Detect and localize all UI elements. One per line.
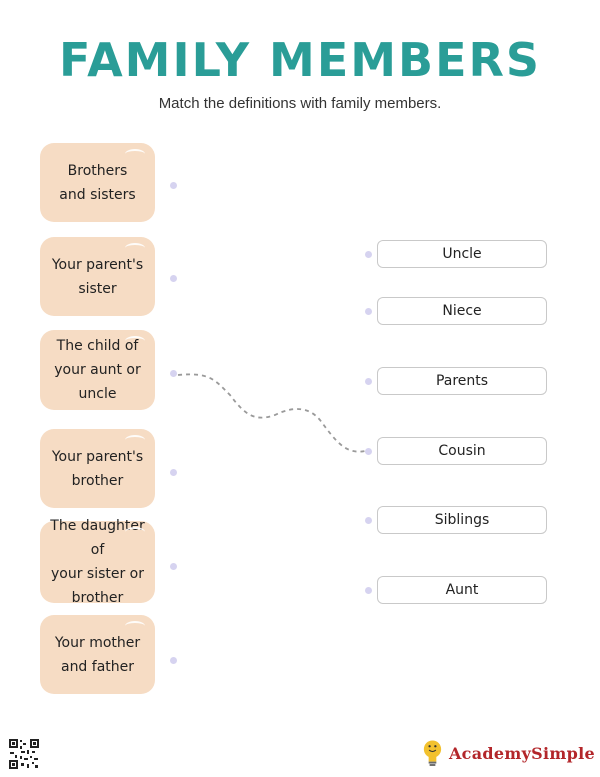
lightbulb-icon bbox=[420, 737, 445, 769]
worksheet-instructions: Match the definitions with family members. bbox=[158, 95, 442, 112]
answer-box-5[interactable]: Siblings bbox=[377, 506, 547, 534]
answer-box-6[interactable]: Aunt bbox=[377, 576, 547, 604]
definition-line: and sisters bbox=[59, 186, 136, 203]
definition-line: your aunt or bbox=[54, 362, 141, 378]
answer-box-2[interactable]: Niece bbox=[377, 297, 547, 325]
answer-box-3[interactable]: Parents bbox=[377, 367, 547, 395]
definition-line: brother bbox=[71, 590, 124, 606]
definition-line: your sister or bbox=[50, 566, 145, 582]
definition-line: uncle bbox=[78, 386, 117, 402]
definition-line: brother bbox=[71, 472, 124, 489]
brand-name: AcademySimple bbox=[448, 743, 595, 763]
definition-line: Your mother bbox=[54, 634, 141, 651]
definition-line: Your parent's bbox=[51, 256, 144, 273]
definition-line: Your parent's bbox=[51, 448, 144, 465]
definition-line: The daughter of bbox=[50, 518, 145, 558]
definition-line: sister bbox=[78, 280, 117, 297]
worksheet-title: FAMILY MEMBERS bbox=[58, 33, 542, 87]
definition-line: Brothers bbox=[67, 162, 128, 179]
academysimple-logo bbox=[420, 736, 595, 770]
qr-code-icon bbox=[8, 738, 40, 770]
answer-box-4[interactable]: Cousin bbox=[377, 437, 547, 465]
definition-line: and father bbox=[60, 658, 135, 675]
answer-box-1[interactable]: Uncle bbox=[377, 240, 547, 268]
definition-line: The child of bbox=[56, 338, 139, 354]
